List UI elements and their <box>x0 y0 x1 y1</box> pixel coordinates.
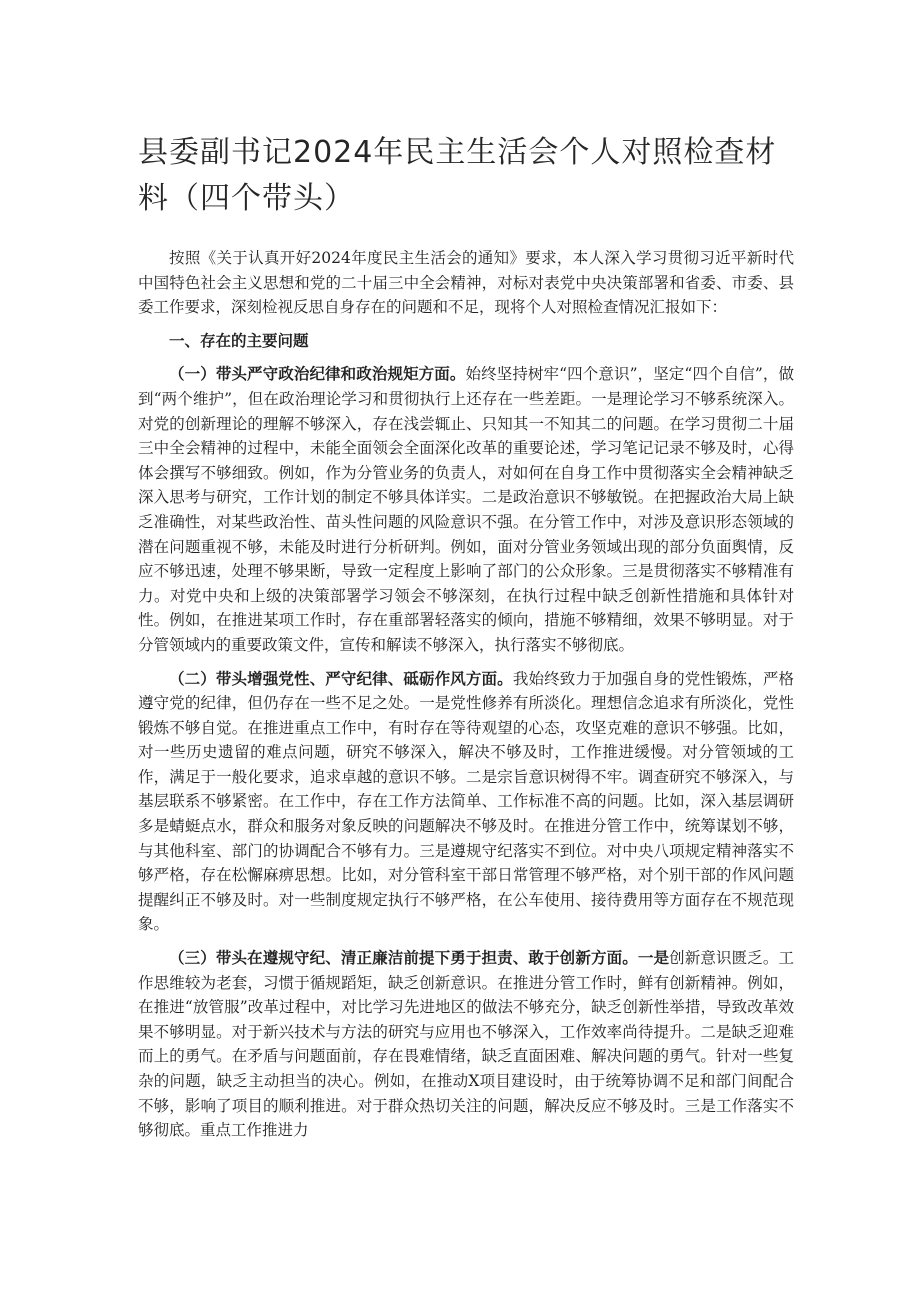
problem-item-1 <box>138 362 794 657</box>
problem-item-3 <box>138 946 794 1143</box>
section-heading-main-problems: 一、存在的主要问题 <box>169 330 309 350</box>
document-page <box>138 130 794 1152</box>
problem-item-1-lead: （一）带头严守政治纪律和政治规矩方面。 <box>169 364 466 384</box>
document-title: 县委副书记2024年民主生活会个人对照检查材料（四个带头） <box>138 135 777 216</box>
intro-paragraph: 按照《关于认真开好2024年度民主生活会的通知》要求，本人深入学习贯彻习近平新时代中国特色社会主义思想和党的二十届三中全会精神，对标对表党中央决策部署和省委、市委、县委工作要求，深刻检视反思自身存在的问题和不足，现将个人对照检查情况汇报如下： <box>138 249 794 317</box>
problem-item-3-lead: （三）带头在遵规守纪、清正廉洁前提下勇于担责、敢于创新方面。一是 <box>169 948 670 968</box>
problem-item-2-lead: （二）带头增强党性、严守纪律、砥砺作风方面。 <box>169 668 513 688</box>
problem-item-3-body: 创新意识匮乏。工作思维较为老套，习惯于循规蹈矩，缺乏创新意识。在推进分管工作时，鲜有创新精神。例如，在推进“放管服”改革过程中，对比学习先进地区的做法不够充分，缺乏创新性举措，导致改革效果不够明显。对于新兴技术与方法的研究与应用也不够深入，工作效率尚待提升。二是缺乏迎难而上的勇气。在矛盾与问题面前，存在畏难情绪，缺乏直面困难、解决问题的勇气。针对一些复杂的问题，缺乏主动担当的决心。例如，在推动X项目建设时，由于统筹协调不足和部门间配合不够，影响了项目的顺利推进。对于群众热切关注的问题，解决反应不够及时。三是工作落实不够彻底。重点工作推进力 <box>138 949 794 1140</box>
problem-item-2-body: 我始终致力于加强自身的党性锻炼，严格遵守党的纪律，但仍存在一些不足之处。一是党性修养有所淡化。理想信念追求有所淡化，党性锻炼不够自觉。在推进重点工作中，有时存在等待观望的心态，攻坚克难的意识不够强。比如，对一些历史遗留的难点问题，研究不够深入，解决不够及时，工作推进缓慢。对分管领域的工作，满足于一般化要求，追求卓越的意识不够。二是宗旨意识树得不牢。调查研究不够深入，与基层联系不够紧密。在工作中，存在工作方法简单、工作标准不高的问题。比如，深入基层调研多是蜻蜓点水，群众和服务对象反映的问题解决不够及时。在推进分管工作中，统筹谋划不够，与其他科室、部门的协调配合不够有力。三是遵规守纪落实不到位。对中央八项规定精神落实不够严格，存在松懈麻痹思想。比如，对分管科室干部日常管理不够严格，对个别干部的作风问题提醒纠正不够及时。对一些制度规定执行不够严格，在公车使用、接待费用等方面存在不规范现象。 <box>138 669 794 934</box>
problem-item-1-body: 始终坚持树牢“四个意识”，坚定“四个自信”，做到“两个维护”，但在政治理论学习和贯彻执行上还存在一些差距。一是理论学习不够系统深入。对党的创新理论的理解不够深入，存在浅尝辄止、只知其一不知其二的问题。在学习贯彻二十届三中全会精神的过程中，未能全面领会全面深化改革的重要论述，学习笔记记录不够及时，心得体会撰写不够细致。例如，作为分管业务的负责人，对如何在自身工作中贯彻落实全会精神缺乏深入思考与研究，工作计划的制定不够具体详实。二是政治意识不够敏锐。在把握政治大局上缺乏准确性，对某些政治性、苗头性问题的风险意识不强。在分管工作中，对涉及意识形态领域的潜在问题重视不够，未能及时进行分析研判。例如，面对分管业务领域出现的部分负面舆情，反应不够迅速，处理不够果断，导致一定程度上影响了部门的公众形象。三是贯彻落实不够精准有力。对党中央和上级的决策部署学习领会不够深刻，在执行过程中缺乏创新性措施和具体针对性。例如，在推进某项工作时，存在重部署轻落实的倾向，措施不够精细，效果不够明显。对于分管领域内的重要政策文件，宣传和解读不够深入，执行落实不够彻底。 <box>138 365 794 654</box>
problem-item-2 <box>138 667 794 938</box>
